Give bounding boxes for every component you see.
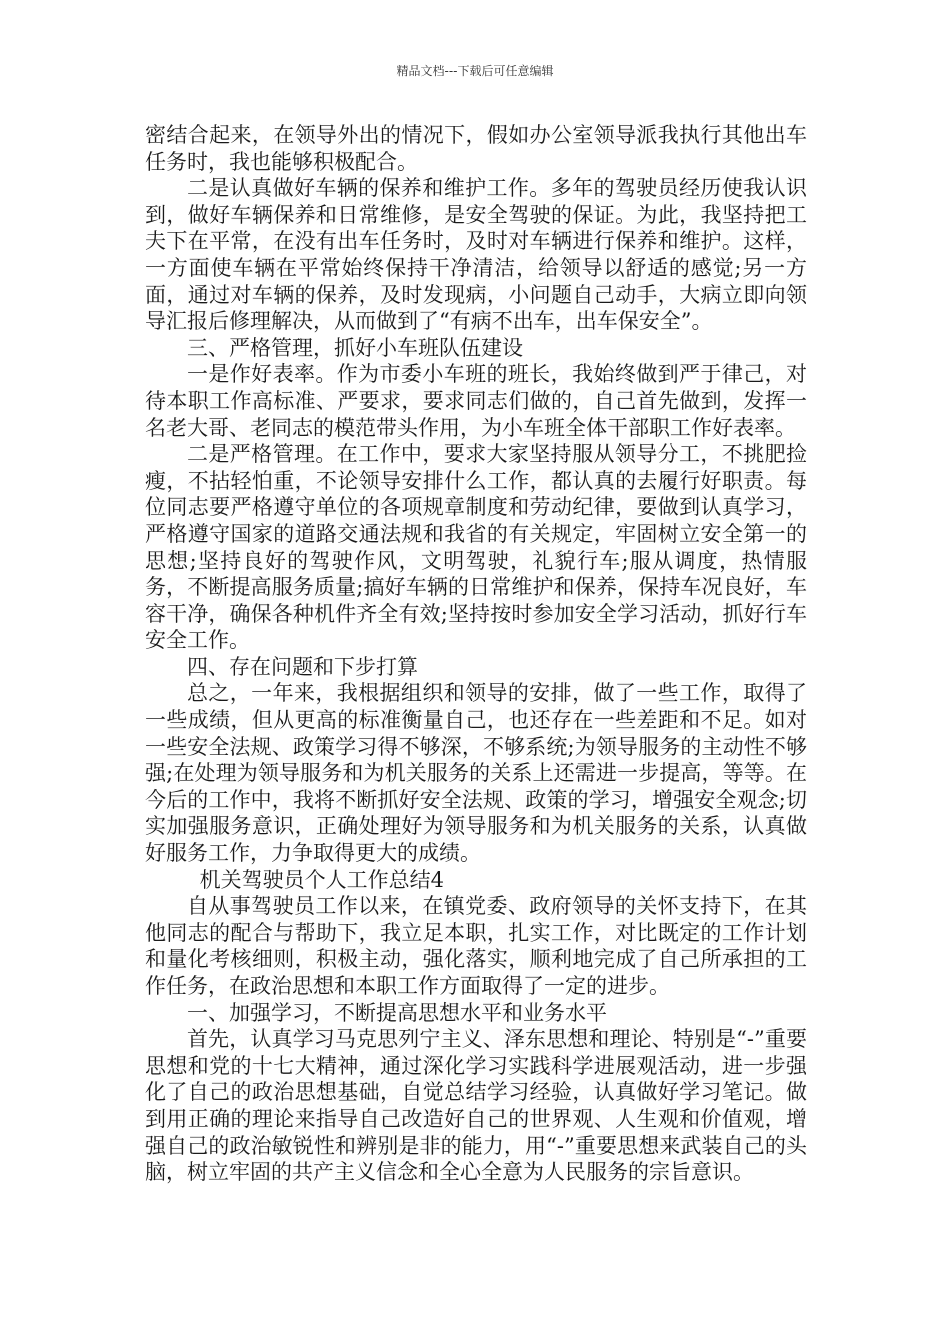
paragraph-intro-4: 自从事驾驶员工作以来，在镇党委、政府领导的关怀支持下，在其他同志的配合与帮助下，我立足本职，扎实工作，对比既定的工作计划和量化考核细则，积极主动，强化落实，顺利地完成了自己所承担的工作任务，在政治思想和本职工作方面取得了一定的进步。 [145,894,807,998]
page-header: 精品文档---下载后可任意编辑 [396,64,554,78]
section-heading-study: 一、加强学习，不断提高思想水平和业务水平 [187,1000,607,1025]
paragraph-study: 首先，认真学习马克思列宁主义、泽东思想和理论、特别是“-”重要思想和党的十七大精神，通过深化学习实践科学进展观活动，进一步强化了自己的政治思想基础，自觉总结学习经验，认真做好学习笔记。做到用正确的理论来指导自己改造好自己的世界观、人生观和价值观，增强自己的政治敏锐性和辨别是非的能力，用“-”重要思想来武装自己的头脑，树立牢固的共产主义信念和全心全意为人民服务的宗旨意识。 [145,1027,807,1185]
paragraph-strict-management: 二是严格管理。在工作中，要求大家坚持服从领导分工，不挑肥捡瘦，不拈轻怕重，不论领导安排什么工作，都认真的去履行好职责。每位同志要严格遵守单位的各项规章制度和劳动纪律，要做到认真学习，严格遵守国家的道路交通法规和我省的有关规定，牢固树立安全第一的思想;坚持良好的驾驶作风，文明驾驶，礼貌行车;服从调度，热情服务，不断提高服务质量;搞好车辆的日常维护和保养，保持车况良好，车容干净，确保各种机件齐全有效;坚持按时参加安全学习活动，抓好行车安全工作。 [145,442,807,653]
document-body [145,122,807,1186]
paragraph-summary: 总之，一年来，我根据组织和领导的安排，做了一些工作，取得了一些成绩，但从更高的标准衡量自己，也还存在一些差距和不足。如对一些安全法规、政策学习得不够深，不够系统;为领导服务的主动性不够强;在处理为领导服务和为机关服务的关系上还需进一步提高，等等。在今后的工作中，我将不断抓好安全法规、政策的学习，增强安全观念;切实加强服务意识，正确处理好为领导服务和为机关服务的关系，认真做好服务工作，力争取得更大的成绩。 [145,681,807,866]
paragraph-continuation: 密结合起来，在领导外出的情况下，假如办公室领导派我执行其他出车任务时，我也能够积极配合。 [145,123,807,174]
paragraph-vehicle-maintenance: 二是认真做好车辆的保养和维护工作。多年的驾驶员经历使我认识到，做好车辆保养和日常维修，是安全驾驶的保证。为此，我坚持把工夫下在平常，在没有出车任务时，及时对车辆进行保养和维护。这样，一方面使车辆在平常始终保持干净清洁，给领导以舒适的感觉;另一方面，通过对车辆的保养，及时发现病，小问题自己动手，大病立即向领导汇报后修理解决，从而做到了“有病不出车，出车保安全”。 [145,176,807,334]
paragraph-set-example: 一是作好表率。作为市委小车班的班长，我始终做到严于律己，对待本职工作高标准、严要求，要求同志们做的，自己首先做到，发挥一名老大哥、老同志的模范带头作用，为小车班全体干部职工作好表率。 [145,362,807,440]
section-heading-problems-plans: 四、存在问题和下步打算 [187,654,418,679]
document-subtitle: 机关驾驶员个人工作总结4 [199,867,444,892]
section-heading-strict-management: 三、严格管理，抓好小车班队伍建设 [187,335,523,360]
